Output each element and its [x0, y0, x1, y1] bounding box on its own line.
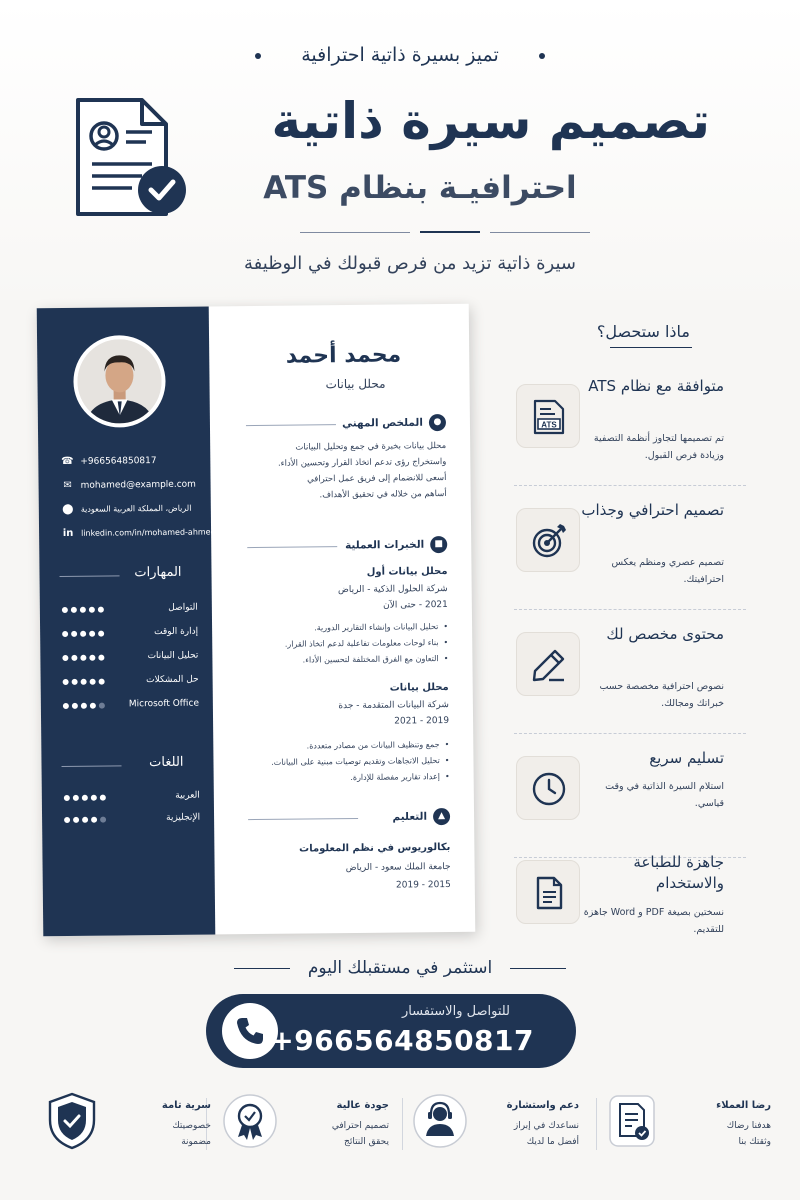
skills-heading — [39, 564, 211, 586]
tagline-text: تميز بسيرة ذاتية احترافية — [301, 44, 499, 66]
skill-label: الإنجليزية — [166, 812, 201, 823]
badge-description — [289, 1118, 389, 1150]
skill-level-dots — [64, 816, 109, 826]
resume-name: محمد أحمد — [285, 342, 402, 369]
summary-line: أساهم من خلاله في تحقيق الأهداف. — [319, 488, 447, 501]
badge-desc-line: مضمونة — [181, 1137, 211, 1147]
job-period: 2019 - 2021 — [394, 715, 450, 727]
education-school: جامعة الملك سعود - الرياض — [345, 861, 451, 874]
badge-desc-line: أفضل ما لديك — [526, 1137, 579, 1147]
badge-separator — [402, 1098, 403, 1150]
feature-item-design — [514, 500, 746, 610]
skill-row — [63, 699, 203, 714]
features-title: ماذا ستحصل؟ — [596, 322, 690, 341]
skill-label: حل المشكلات — [146, 674, 199, 686]
badge-title: سرية تامة — [161, 1100, 211, 1111]
job-company: شركة الحلول الذكية - الرياض — [337, 583, 448, 596]
tagline — [0, 44, 800, 66]
feature-item-content — [514, 624, 746, 734]
skill-level-dots — [62, 654, 107, 664]
skill-row — [62, 603, 202, 618]
contact-email — [61, 479, 196, 491]
quality-badge-icon — [222, 1090, 278, 1152]
invest-line-right — [510, 968, 566, 969]
feature-description: نصوص احترافية مخصصة حسب خبراتك ومجالك. — [599, 681, 724, 709]
resume-sidebar — [37, 306, 216, 936]
education-degree: بكالوريوس في نظم المعلومات — [299, 841, 451, 855]
avatar — [77, 339, 162, 424]
privacy-shield-icon — [44, 1090, 100, 1152]
clock-icon — [531, 771, 567, 807]
feature-item-delivery — [514, 748, 746, 858]
job-period: 2021 - حتى الآن — [383, 599, 448, 611]
resume-check-icon — [72, 96, 192, 225]
skill-row — [62, 651, 202, 666]
badge-desc-line: وثقتك بنا — [738, 1137, 771, 1147]
badge-title: جودة عالية — [336, 1100, 389, 1111]
resume-photo — [73, 335, 166, 428]
summary-line: محلل بيانات بخبرة في جمع وتحليل البيانات — [295, 440, 447, 453]
badge-description — [671, 1118, 771, 1150]
feature-icon-tile — [516, 384, 580, 448]
target-icon — [531, 523, 567, 559]
feature-divider — [514, 485, 746, 486]
feature-title: جاهزة للطباعة والاستخدام — [633, 853, 724, 892]
skill-label: تحليل البيانات — [147, 650, 199, 662]
page-subtitle: احترافيـة بنظام ATS — [263, 170, 577, 206]
feature-title: متوافقة مع نظام ATS — [588, 377, 724, 395]
linkedin-icon: in — [62, 527, 74, 540]
job-bullet: • تحليل البيانات وإنشاء التقارير الدورية. — [228, 622, 448, 633]
skill-level-dots — [62, 606, 107, 616]
email-icon: ✉ — [63, 479, 72, 492]
job-bullet: • تحليل الاتجاهات وتقديم توصيات مبنية على البيانات. — [229, 756, 449, 767]
ats-document-icon — [531, 399, 567, 435]
badge-desc-line: يحقق النتائج — [344, 1137, 389, 1147]
resume-main — [209, 304, 476, 935]
user-icon: ● — [429, 414, 446, 431]
contact-cta-button[interactable] — [206, 994, 576, 1068]
badge-desc-line: خصوصيتك — [172, 1121, 211, 1131]
skill-row — [62, 627, 202, 642]
badge-description — [479, 1118, 579, 1150]
education-heading-text: التعليم — [392, 810, 428, 824]
skill-row — [64, 813, 204, 828]
skill-label: Microsoft Office — [128, 698, 200, 710]
skills-heading-text: المهارات — [134, 564, 182, 581]
customer-satisfaction-icon — [604, 1090, 660, 1152]
job-title: محلل بيانات أول — [366, 565, 448, 578]
badge-title: رضا العملاء — [716, 1100, 771, 1111]
badge-desc-line: هدفنا رضاك — [726, 1121, 771, 1131]
invest-heading — [0, 958, 800, 978]
resume-preview-card — [37, 304, 476, 936]
skill-level-dots — [62, 630, 107, 640]
job-bullet: • بناء لوحات معلومات تفاعلية لدعم اتخاذ القرار. — [228, 638, 448, 649]
location-icon: ⬤ — [62, 503, 74, 516]
badge-title: دعم واستشارة — [506, 1100, 579, 1111]
invest-text: استثمر في مستقبلك اليوم — [307, 958, 493, 978]
tagline-dot-left — [255, 53, 261, 59]
pencil-icon — [531, 647, 567, 683]
badge-customer-satisfaction — [604, 1090, 779, 1160]
summary-heading-line — [246, 424, 336, 426]
feature-description: نسختين بصيغة PDF و Word جاهزة للتقديم. — [583, 907, 724, 935]
phone-icon — [235, 1016, 265, 1046]
contact-location — [61, 503, 192, 515]
badge-quality — [222, 1090, 397, 1160]
skill-label: إدارة الوقت — [154, 626, 199, 638]
job-company: شركة البيانات المتقدمة - جدة — [338, 699, 449, 712]
experience-heading-text: الخبرات العملية — [344, 538, 425, 552]
feature-title: تسليم سريع — [649, 749, 724, 767]
invest-line-left — [234, 968, 290, 969]
badge-support — [412, 1090, 587, 1160]
job-bullet: • جمع وتنظيف البيانات من مصادر متعددة. — [229, 740, 449, 751]
contact-linkedin-text: linkedin.com/in/mohamed-ahmed — [81, 527, 216, 538]
badge-separator — [596, 1098, 597, 1150]
summary-line: واستخراج رؤى تدعم اتخاذ القرار وتحسين الأداء. — [277, 456, 447, 469]
contact-location-text: الرياض، المملكة العربية السعودية — [80, 503, 192, 514]
languages-heading-line — [62, 765, 122, 767]
contact-linkedin — [61, 526, 216, 539]
badge-desc-line: تصميم احترافي — [331, 1121, 389, 1131]
skill-row — [63, 675, 203, 690]
graduation-cap-icon: ▲ — [433, 808, 450, 825]
cta-phone-number: +966564850817 — [270, 1024, 534, 1057]
feature-description: استلام السيرة الذاتية في وقت قياسي. — [605, 781, 724, 809]
cta-label: للتواصل والاستفسار — [401, 1004, 510, 1019]
job-bullet: • إعداد تقارير مفصلة للإدارة. — [230, 772, 450, 783]
languages-heading-text: اللغات — [149, 754, 184, 771]
job-bullet: • التعاون مع الفرق المختلفة لتحسين الأداء. — [228, 654, 448, 665]
job-title: محلل بيانات — [389, 681, 449, 694]
skills-heading-line — [60, 575, 120, 577]
support-icon — [412, 1090, 468, 1152]
education-period: 2015 - 2019 — [395, 879, 451, 891]
education-heading-line — [248, 818, 358, 820]
tagline-dot-right — [539, 53, 545, 59]
feature-divider — [514, 733, 746, 734]
feature-title: تصميم احترافي وجذاب — [581, 501, 724, 519]
summary-text — [236, 438, 447, 504]
summary-heading-text: الملخص المهني — [342, 416, 424, 430]
badge-desc-line: نساعدك في إبراز — [513, 1121, 579, 1131]
contact-email-text: mohamed@example.com — [80, 479, 196, 491]
phone-icon: ☎ — [61, 455, 74, 468]
experience-heading-line — [247, 546, 337, 548]
resume-role: محلل بيانات — [325, 376, 386, 392]
contact-phone-text: +966564850817 — [80, 456, 157, 467]
feature-title: محتوى مخصص لك — [606, 625, 724, 643]
feature-item-ats — [514, 376, 746, 486]
badge-description — [111, 1118, 211, 1150]
languages-heading — [41, 754, 213, 776]
svg-text:ATS: ATS — [541, 420, 557, 430]
feature-icon-tile — [516, 508, 580, 572]
feature-description: تم تصميمها لتجاوز أنظمة التصفية وزيادة فرص القبول. — [593, 433, 724, 461]
features-title-line — [610, 347, 692, 348]
feature-icon-tile — [516, 632, 580, 696]
page-description: سيرة ذاتية تزيد من فرص قبولك في الوظيفة — [244, 253, 576, 274]
experience-heading — [345, 536, 447, 557]
skill-level-dots — [63, 678, 108, 688]
summary-heading — [342, 414, 446, 435]
summary-line: أسعى للانضمام إلى فريق عمل احترافي — [307, 472, 447, 485]
skill-label: العربية — [175, 790, 200, 801]
feature-icon-tile — [516, 860, 580, 924]
contact-phone — [60, 455, 156, 467]
skill-level-dots — [64, 794, 109, 804]
badge-privacy — [44, 1090, 219, 1160]
feature-divider — [514, 609, 746, 610]
skill-row — [64, 791, 204, 806]
page-title: تصميم سيرة ذاتية — [271, 92, 710, 150]
education-heading — [392, 808, 450, 829]
skill-label: التواصل — [168, 602, 198, 613]
briefcase-icon: ■ — [430, 536, 447, 553]
skill-level-dots — [63, 702, 108, 712]
feature-description: تصميم عصري ومنظم يعكس احترافيتك. — [611, 557, 724, 585]
subtitle-divider — [300, 232, 590, 234]
feature-icon-tile — [516, 756, 580, 820]
file-icon — [531, 875, 567, 911]
feature-item-ready — [514, 852, 746, 952]
